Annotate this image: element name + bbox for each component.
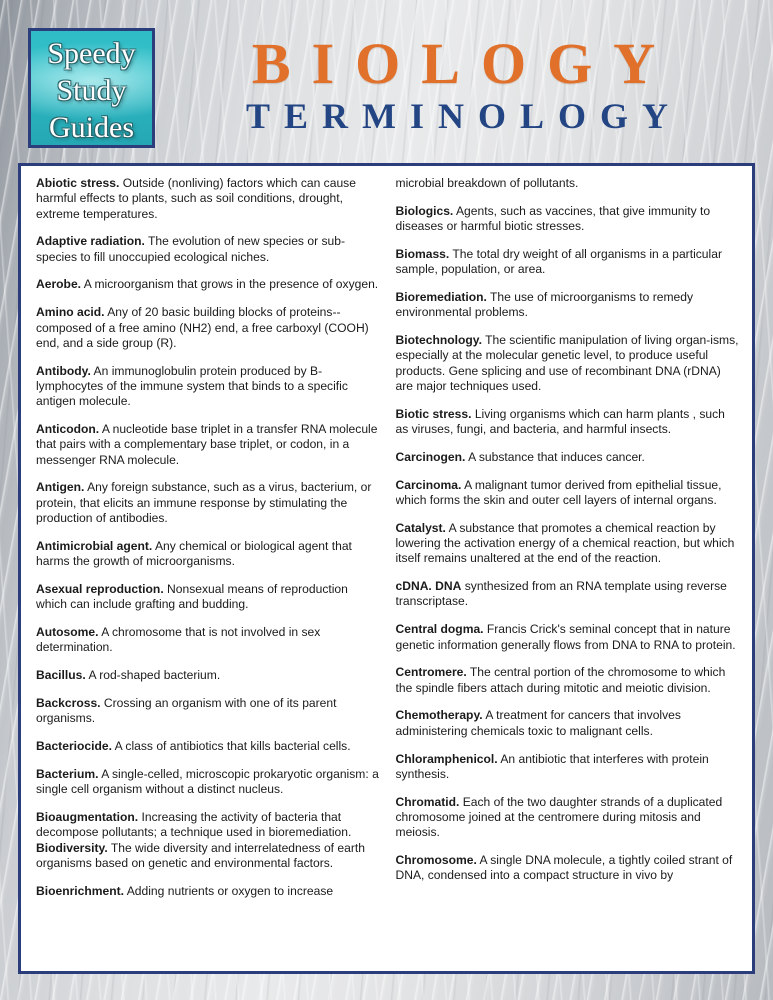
- page-title: BIOLOGY: [251, 31, 677, 96]
- glossary-definition: The wide diversity and interrelatedness of earth organisms based on genetic and environmental factors.: [36, 840, 365, 870]
- glossary-term: Centromere.: [395, 665, 467, 680]
- glossary-term: Carcinogen.: [395, 449, 466, 464]
- glossary-entry: [396, 290, 741, 321]
- glossary-term: Chromosome.: [395, 853, 477, 867]
- glossary-term: Biomass.: [395, 246, 450, 261]
- glossary-definition: Increasing the activity of bacteria that decompose pollutants; a technique used in bioremediation.: [36, 809, 352, 840]
- glossary-definition: A nucleotide base triplet in a transfer RNA molecule that pairs with a complementary base triplet, or codon, in a messenger RNA molecule.: [36, 422, 378, 467]
- glossary-entry: [36, 810, 381, 841]
- glossary-entry: [36, 539, 381, 570]
- glossary-term: Biotic stress.: [395, 406, 472, 421]
- glossary-term: Biologics.: [395, 203, 454, 218]
- glossary-term: Adaptive radiation.: [36, 234, 145, 249]
- glossary-entry: [396, 708, 741, 739]
- glossary-term: Autosome.: [36, 625, 99, 640]
- glossary-term: Biodiversity.: [36, 840, 108, 855]
- glossary-definition: A malignant tumor derived from epithelial tissue, which forms the skin and outer cell layers of internal organs.: [395, 477, 722, 507]
- glossary-term: Bacillus.: [36, 668, 86, 683]
- glossary-definition: Living organisms which can harm plants , such as viruses, fungi, and bacteria, and harmful insects.: [395, 406, 725, 437]
- glossary-definition: Crossing an organism with one of its parent organisms.: [36, 695, 337, 726]
- page-header: [0, 0, 773, 163]
- glossary-entry: [396, 333, 741, 394]
- glossary-definition: An immunoglobulin protein produced by B-lymphocytes of the immune system that binds to a specific antigen molecule.: [36, 363, 348, 409]
- glossary-entry: [36, 305, 381, 351]
- glossary-entry: [396, 204, 741, 235]
- glossary-term: Antigen.: [36, 480, 85, 495]
- glossary-term: Central dogma.: [395, 622, 484, 637]
- glossary-definition: Agents, such as vaccines, that give immunity to diseases or harmful biotic stresses.: [395, 203, 711, 234]
- glossary-definition: A single-celled, microscopic prokaryotic organism: a single cell organism without a distinct nucleus.: [36, 766, 379, 797]
- glossary-term: Bioaugmentation.: [36, 809, 139, 824]
- glossary-entry: [36, 277, 381, 292]
- glossary-definition: The scientific manipulation of living organ-isms, especially at the molecular genetic level, to produce useful products. Gene splicing and use of recombinant DNA (rDNA) are major techniques used.: [395, 333, 739, 393]
- glossary-entry: [36, 364, 381, 410]
- glossary-term: Bioremediation.: [395, 289, 487, 304]
- glossary-entry: [396, 752, 741, 783]
- glossary-term: cDNA. DNA: [395, 579, 462, 594]
- glossary-definition: Francis Crick's seminal concept that in nature genetic information generally flows from DNA to RNA to protein.: [395, 622, 736, 652]
- glossary-entry: [36, 480, 381, 526]
- glossary-definition: A substance that promotes a chemical reaction by lowering the activation energy of a chemical reaction, but which itself remains unaltered at the end of the reaction.: [395, 520, 735, 566]
- glossary-term: Chromatid.: [395, 794, 460, 809]
- glossary-definition: A chromosome that is not involved in sex determination.: [36, 625, 321, 655]
- glossary-definition: A single DNA molecule, a tightly coiled strant of DNA, condensed into a compact structure in vivo by: [395, 853, 733, 883]
- glossary-term: Asexual reproduction.: [36, 581, 164, 596]
- glossary-entry: [36, 234, 381, 265]
- glossary-entry: [396, 622, 741, 653]
- glossary-term: Abiotic stress.: [36, 176, 120, 190]
- glossary-column-left: [36, 176, 381, 971]
- glossary-definition: The central portion of the chromosome to which the spindle fibers attach during mitotic and meiotic division.: [395, 665, 726, 695]
- glossary-term: Biotechnology.: [395, 333, 482, 348]
- glossary-definition: Any of 20 basic building blocks of proteins--composed of a free amino (NH2) end, a free carboxyl (COOH) end, and a side group (R).: [36, 305, 369, 350]
- glossary-term: Antimicrobial agent.: [36, 538, 153, 553]
- glossary-definition: The total dry weight of all organisms in a particular sample, population, or area.: [395, 246, 722, 277]
- speedy-study-guides-logo: [28, 28, 155, 148]
- glossary-continuation-text: microbial breakdown of pollutants.: [395, 176, 579, 190]
- glossary-column-right: [396, 176, 741, 971]
- glossary-term: Anticodon.: [36, 422, 100, 437]
- glossary-term: Backcross.: [36, 695, 101, 710]
- glossary-entry: [36, 625, 381, 656]
- logo-line-speedy: Speedy: [47, 37, 136, 70]
- glossary-definition: The evolution of new species or sub-species to fill unoccupied ecological niches.: [36, 234, 345, 264]
- logo-line-guides: Guides: [49, 111, 134, 144]
- glossary-definition: Outside (nonliving) factors which can cause harmful effects to plants, such as soil conditions, drought, extreme temperatures.: [36, 176, 356, 221]
- glossary-entry: [36, 884, 381, 899]
- glossary-entry: [396, 247, 741, 278]
- glossary-entry: [396, 853, 741, 884]
- glossary-entry: [36, 739, 381, 754]
- glossary-definition: A class of antibiotics that kills bacterial cells.: [111, 739, 351, 754]
- glossary-term: Chemotherapy.: [395, 708, 483, 723]
- glossary-entry: [36, 582, 381, 613]
- glossary-entry: [36, 668, 381, 683]
- glossary-definition: A substance that induces cancer.: [465, 449, 645, 464]
- glossary-term: Bacterium.: [36, 766, 99, 781]
- glossary-definition: Each of the two daughter strands of a duplicated chromosome joined at the centromere during mitosis and meiosis.: [395, 794, 723, 840]
- glossary-columns: [21, 166, 752, 971]
- glossary-entry: [396, 478, 741, 509]
- glossary-definition: An antibiotic that interferes with protein synthesis.: [395, 751, 709, 781]
- glossary-definition: Any foreign substance, such as a virus, bacterium, or protein, that elicits an immune response by stimulating the production of antibodies.: [36, 480, 372, 526]
- glossary-entry: [36, 422, 381, 468]
- glossary-entry: [396, 665, 741, 696]
- glossary-term: Carcinoma.: [395, 477, 462, 492]
- glossary-term: Amino acid.: [36, 305, 105, 320]
- page-subtitle: TERMINOLOGY: [245, 96, 683, 136]
- glossary-entry: [396, 450, 741, 465]
- glossary-entry: [396, 521, 741, 567]
- glossary-definition: A rod-shaped bacterium.: [85, 668, 221, 683]
- glossary-entry: [36, 767, 381, 798]
- glossary-term: Bioenrichment.: [36, 883, 125, 898]
- glossary-entry: [36, 696, 381, 727]
- glossary-entry: [396, 579, 741, 610]
- glossary-term: Antibody.: [36, 363, 91, 378]
- glossary-definition: A microorganism that grows in the presence of oxygen.: [81, 277, 379, 292]
- glossary-panel: [18, 163, 755, 974]
- glossary-definition: Any chemical or biological agent that harms the growth of microorganisms.: [36, 538, 352, 569]
- glossary-definition: The use of microorganisms to remedy environmental problems.: [395, 289, 694, 320]
- glossary-entry: [396, 795, 741, 841]
- glossary-definition: Adding nutrients or oxygen to increase: [124, 883, 334, 898]
- glossary-term: Chloramphenicol.: [395, 751, 498, 766]
- glossary-entry: [36, 841, 381, 872]
- glossary-term: Aerobe.: [36, 277, 82, 292]
- glossary-definition: A treatment for cancers that involves administering chemicals toxic to malignant cells.: [395, 708, 681, 738]
- glossary-definition: Nonsexual means of reproduction which can include grafting and budding.: [36, 581, 348, 612]
- glossary-definition: synthesized from an RNA template using reverse transcriptase.: [395, 579, 727, 609]
- logo-line-study: Study: [56, 74, 127, 107]
- glossary-term: Catalyst.: [395, 520, 446, 535]
- glossary-entry: [36, 176, 381, 222]
- glossary-term: Bacteriocide.: [36, 739, 112, 754]
- glossary-entry: [396, 407, 741, 438]
